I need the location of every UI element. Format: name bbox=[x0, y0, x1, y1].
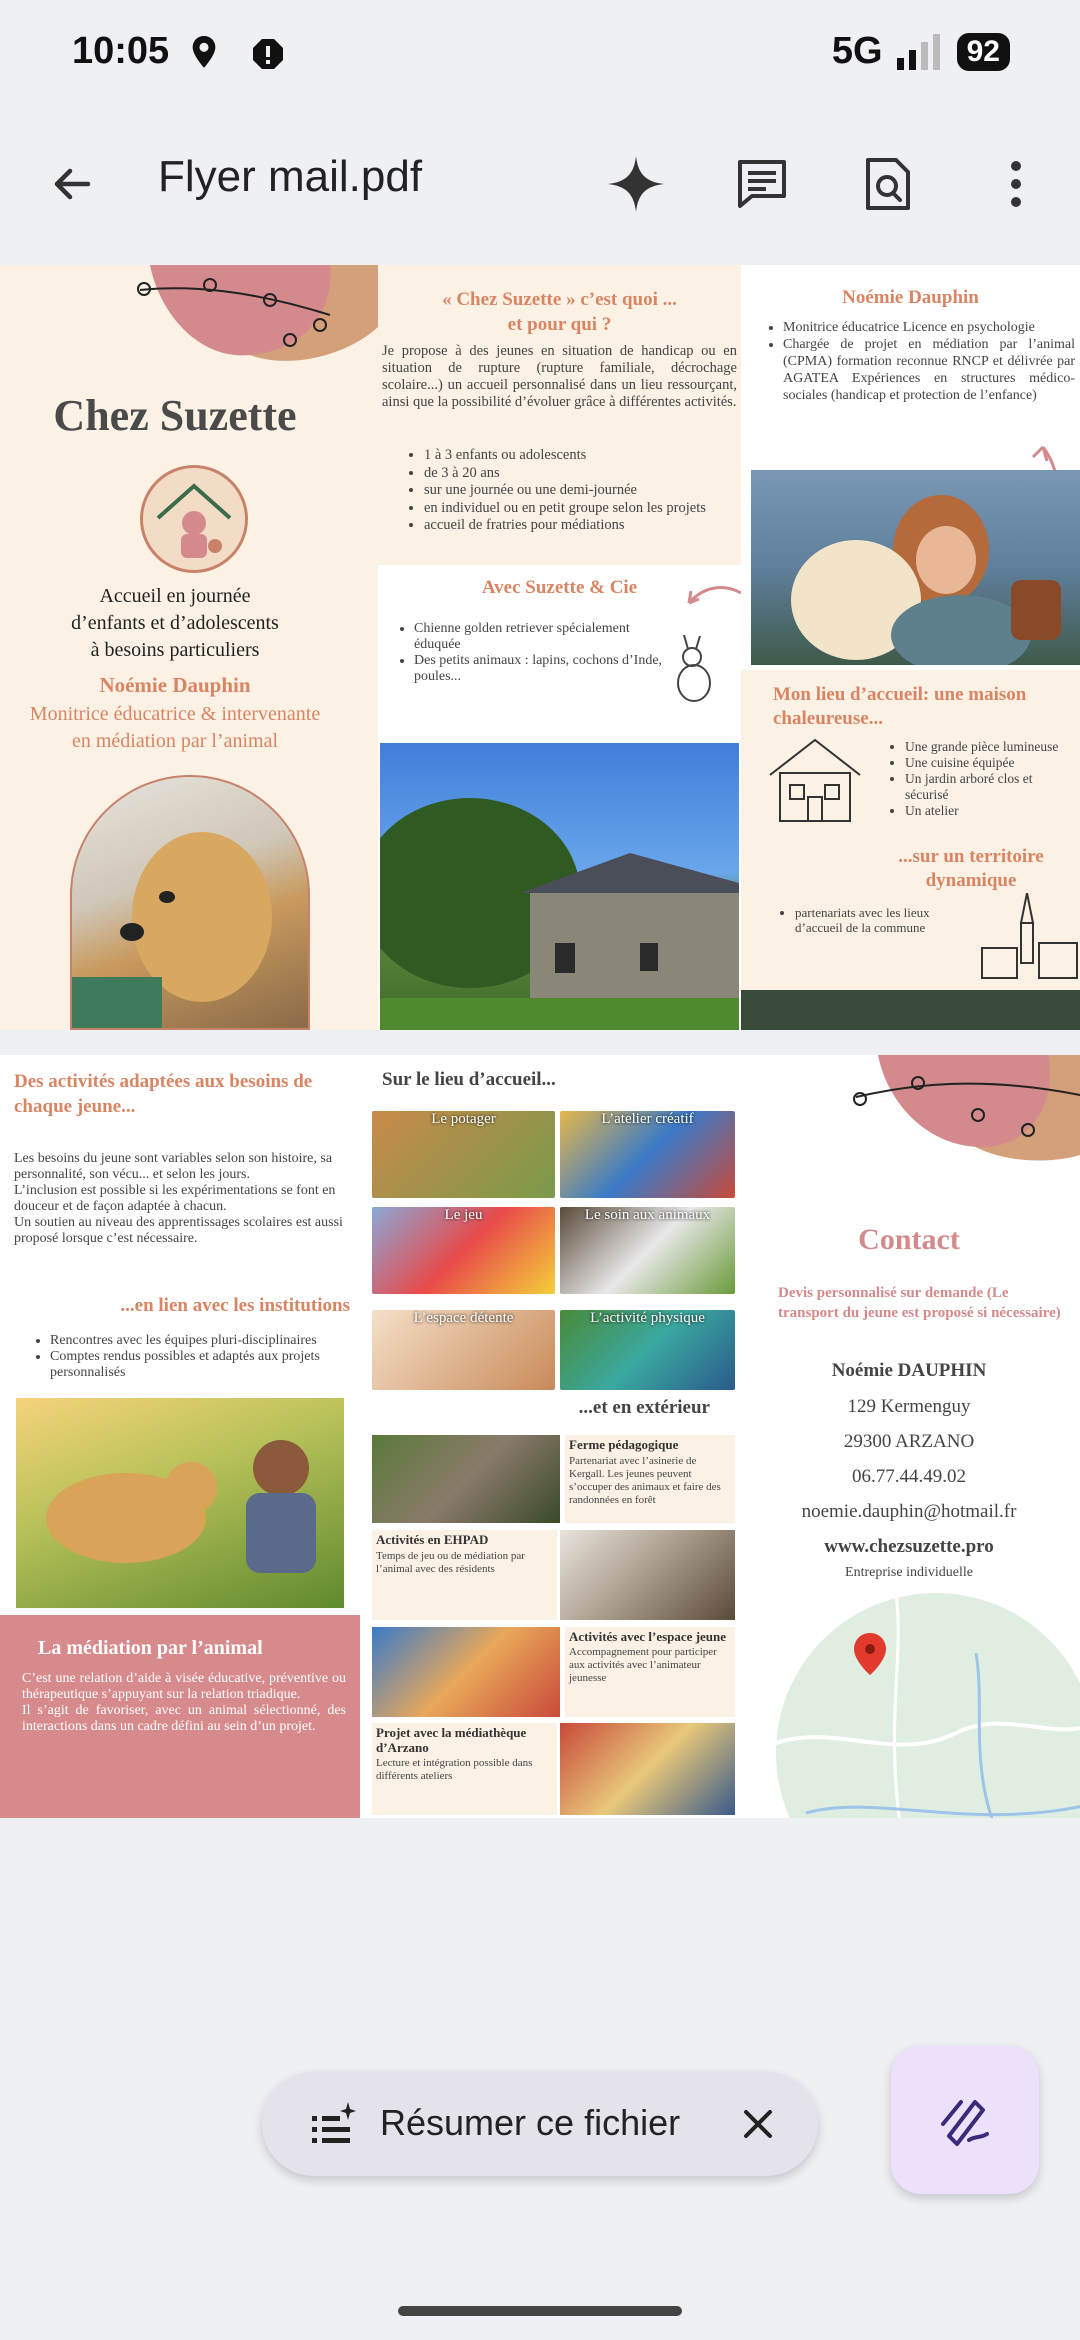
what-list: • 1 à 3 enfants ou adolescents • de 3 à 20 ans • sur une journée ou une demi-journée • en individuel ou en petit groupe selon les projets • accueil de fratries pour médiations bbox=[406, 447, 736, 535]
location-icon bbox=[190, 36, 218, 75]
document-search-icon bbox=[862, 156, 914, 212]
house-list: • Une grande pièce lumineuse • Une cuisine équipée • Un jardin arboré clos et sécurisé • Un atelier bbox=[887, 739, 1077, 819]
contact-note: Devis personnalisé sur demande (Le transport du jeune est proposé si nécessaire) bbox=[778, 1285, 1061, 1321]
territory-list: • partenariats avec les lieux d’accueil de la commune bbox=[777, 905, 967, 935]
rabbit-icon bbox=[668, 635, 718, 705]
contact-phone: 06.77.44.49.02 bbox=[852, 1466, 966, 1487]
onsite-heading: Sur le lieu d’accueil... bbox=[382, 1069, 556, 1090]
what-heading: « Chez Suzette » c’est quoi ... et pour qui ? bbox=[442, 289, 677, 335]
comment-icon bbox=[734, 156, 790, 212]
p1-middle-panel bbox=[378, 265, 741, 1030]
document-title: Flyer mail.pdf bbox=[158, 152, 423, 201]
outside-card-youth: Activités avec l’espace jeune Accompagnement pour participer aux activités avec l’animateur jeunesse bbox=[565, 1627, 735, 1717]
more-options-button[interactable] bbox=[980, 148, 1052, 220]
sparkle-icon bbox=[606, 154, 666, 214]
mediation-section bbox=[0, 1615, 360, 1818]
summarize-label: Résumer ce fichier bbox=[380, 2102, 681, 2143]
close-icon bbox=[743, 2109, 773, 2139]
tile-atelier: L’atelier créatif bbox=[560, 1111, 735, 1198]
p1-role: Monitrice éducatrice & intervenante en médiation par l’animal bbox=[29, 703, 321, 752]
activities-heading: Des activités adaptées aux besoins de chaque jeune... bbox=[14, 1071, 313, 1117]
status-time: 10:05 bbox=[72, 30, 170, 72]
floral-decoration-icon bbox=[848, 1055, 1080, 1165]
dog-photo bbox=[70, 775, 310, 1030]
status-bar bbox=[0, 0, 1080, 110]
p2-left-panel bbox=[0, 1055, 360, 1818]
library-photo bbox=[560, 1723, 735, 1815]
summarize-chip[interactable] bbox=[262, 2072, 818, 2176]
outside-card-library: Projet avec la médiathèque d’Arzano Lecture et intégration possible dans différents ateliers bbox=[372, 1723, 557, 1815]
house-heading: Mon lieu d’accueil: une maison chaleureuse... bbox=[773, 684, 1027, 729]
mediation-text: C’est une relation d’aide à visée éducative, préventive ou thérapeutique s’appuyant sur la relation triadique. Il s’agit de favoriser, avec un animal sélectionné, des interactions dans un cadre défini au sein d’un projet. bbox=[22, 1671, 346, 1734]
gemini-button[interactable] bbox=[600, 148, 672, 220]
contact-website[interactable]: www.chezsuzette.pro bbox=[824, 1536, 994, 1557]
tile-jeu: Le jeu bbox=[372, 1207, 555, 1294]
cie-heading: Avec Suzette & Cie bbox=[481, 577, 638, 598]
cie-list: • Chienne golden retriever spécialement éduquée • Des petits animaux : lapins, cochons d’Inde, poules... bbox=[396, 621, 666, 685]
p1-left-panel bbox=[0, 265, 378, 1030]
p2-middle-panel bbox=[360, 1055, 738, 1818]
contact-heading: Contact bbox=[858, 1223, 960, 1256]
tile-detente: L’espace détente bbox=[372, 1310, 555, 1390]
ehpad-photo bbox=[560, 1530, 735, 1620]
annotate-fab[interactable] bbox=[891, 2046, 1039, 2194]
network-label: 5G bbox=[831, 30, 883, 72]
floral-decoration-icon bbox=[130, 265, 380, 365]
owner-dog-photo bbox=[751, 470, 1080, 665]
institutions-heading: ...en lien avec les institutions bbox=[120, 1295, 350, 1316]
outside-card-ehpad: Activités en EHPAD Temps de jeu ou de médiation par l’animal avec des résidents bbox=[372, 1530, 557, 1620]
mediation-heading: La médiation par l’animal bbox=[38, 1637, 263, 1659]
summarize-icon bbox=[310, 2102, 356, 2146]
house-photo bbox=[380, 743, 739, 1030]
back-button[interactable] bbox=[36, 148, 108, 220]
house-icon bbox=[765, 735, 865, 825]
contact-company: Entreprise individuelle bbox=[845, 1565, 973, 1580]
pdf-page-1 bbox=[0, 265, 1080, 1030]
bio-list: • Monitrice éducatrice Licence en psychologie • Chargée de projet en médiation par l’animal (CPMA) formation reconnue RNCP et délivrée par AGATEA Expériences en structures médico-sociales (handicap et protection de l’enfance) bbox=[765, 319, 1075, 404]
comments-button[interactable] bbox=[726, 148, 798, 220]
outside-heading: ...et en extérieur bbox=[578, 1397, 710, 1418]
search-document-button[interactable] bbox=[852, 148, 924, 220]
village-icon bbox=[977, 893, 1080, 985]
location-map[interactable] bbox=[776, 1593, 1080, 1818]
contact-address1: 129 Kermenguy bbox=[847, 1396, 971, 1417]
p2-right-panel bbox=[738, 1055, 1080, 1818]
tile-potager: Le potager bbox=[372, 1111, 555, 1198]
tagline: Accueil en journée d’enfants et d’adolescents à besoins particuliers bbox=[71, 585, 279, 661]
farm-photo bbox=[372, 1435, 560, 1523]
photo-strip bbox=[741, 990, 1080, 1030]
status-right bbox=[832, 30, 1010, 73]
pen-icon bbox=[935, 2090, 995, 2150]
flyer-title: Chez Suzette bbox=[53, 391, 297, 440]
outside-card-farm: Ferme pédagogique Partenariat avec l’asinerie de Kergall. Les jeunes peuvent s’occuper des animaux et faire des randonnées en forêt bbox=[565, 1435, 735, 1523]
app-bar bbox=[0, 120, 1080, 250]
institutions-list: • Rencontres avec les équipes pluri-disciplinaires • Comptes rendus possibles et adaptés aux projets personnalisés bbox=[32, 1333, 357, 1381]
p1-name: Noémie Dauphin bbox=[99, 673, 251, 697]
curved-arrow-icon bbox=[683, 583, 743, 613]
more-vert-icon bbox=[1006, 159, 1026, 209]
youth-photo bbox=[372, 1627, 560, 1717]
what-intro: Je propose à des jeunes en situation de handicap ou en situation de rupture (rupture familiale, décrochage scolaire...) un accueil personnalisé dans un lieu ressourçant, ainsi que la possibilité d’évoluer grâce à différentes activités. bbox=[382, 343, 737, 410]
arrow-left-icon bbox=[48, 160, 96, 208]
territory-heading: ...sur un territoire dynamique bbox=[898, 846, 1044, 891]
contact-email[interactable]: noemie.dauphin@hotmail.fr bbox=[801, 1501, 1017, 1522]
bio-heading: Noémie Dauphin bbox=[842, 287, 979, 308]
gesture-handle[interactable] bbox=[398, 2306, 682, 2316]
activities-text: Les besoins du jeune sont variables selon son histoire, sa personnalité, son vécu... et selon les jours. L’inclusion est possible si les expérimentations se font en douceur et de façon adaptée à chacun. Un soutien au niveau des apprentissages scolaires est aussi proposé lorsque c’est nécessaire. bbox=[14, 1151, 343, 1246]
alert-icon bbox=[252, 38, 284, 75]
pdf-page-2 bbox=[0, 1055, 1080, 1818]
tile-soin: Le soin aux animaux bbox=[560, 1207, 735, 1294]
contact-name: Noémie DAUPHIN bbox=[831, 1360, 987, 1381]
signal-icon bbox=[897, 34, 943, 70]
tile-physique: L’activité physique bbox=[560, 1310, 735, 1390]
p1-right-panel bbox=[741, 265, 1080, 1030]
battery-level: 92 bbox=[957, 33, 1010, 71]
child-dog-photo bbox=[16, 1398, 344, 1608]
logo bbox=[140, 465, 248, 573]
close-chip-button[interactable] bbox=[732, 2098, 784, 2150]
contact-address2: 29300 ARZANO bbox=[843, 1431, 975, 1452]
